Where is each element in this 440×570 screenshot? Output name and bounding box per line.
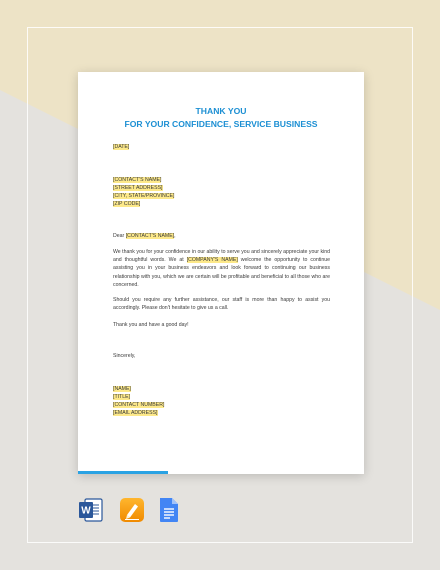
zip-code-field: [ZIP CODE] xyxy=(113,201,141,207)
city-state-field: [CITY, STATE/PROVINCE] xyxy=(113,193,175,199)
word-format-icon[interactable] xyxy=(78,497,104,528)
salutation: Dear [CONTACT'S NAME], xyxy=(113,233,176,239)
signature-contact-field: [CONTACT NUMBER] xyxy=(113,402,165,408)
body-paragraph-3: Thank you and have a good day! xyxy=(113,322,189,328)
signature-email-field: [EMAIL ADDRESS] xyxy=(113,410,158,416)
date-field: [DATE] xyxy=(113,144,130,150)
signature-name-field: [NAME] xyxy=(113,386,131,392)
svg-text:W: W xyxy=(81,505,91,517)
letter-title-line1: THANK YOU xyxy=(195,106,247,116)
street-address-field: [STREET ADDRESS] xyxy=(113,185,163,191)
body-paragraph-2: Should you require any further assistance, our staff is more than happy to assist you accordingly. Please don't hesitate to give us a call. xyxy=(113,297,330,312)
google-docs-format-icon[interactable] xyxy=(158,497,180,528)
document-accent-bar xyxy=(78,471,168,474)
signature-title-field: [TITLE] xyxy=(113,394,131,400)
letter-document xyxy=(78,72,364,474)
contact-name-field: [CONTACT'S NAME] xyxy=(113,177,162,183)
body-paragraph-1: We thank you for your confidence in our ability to serve you and sincerely appreciate your kind and thoughtful words. We at [COMPANY'S NAME] welcome the opportunity to continue assisting you in your business endeavors and look forward to continuing our business relationship with you, which we are certain will be profitable and beneficial to all those who are concerned. xyxy=(113,249,330,288)
letter-title-line2: FOR YOUR CONFIDENCE, SERVICE BUSINESS xyxy=(124,119,318,129)
closing: Sincerely, xyxy=(113,353,136,359)
pages-format-icon[interactable] xyxy=(119,497,145,528)
